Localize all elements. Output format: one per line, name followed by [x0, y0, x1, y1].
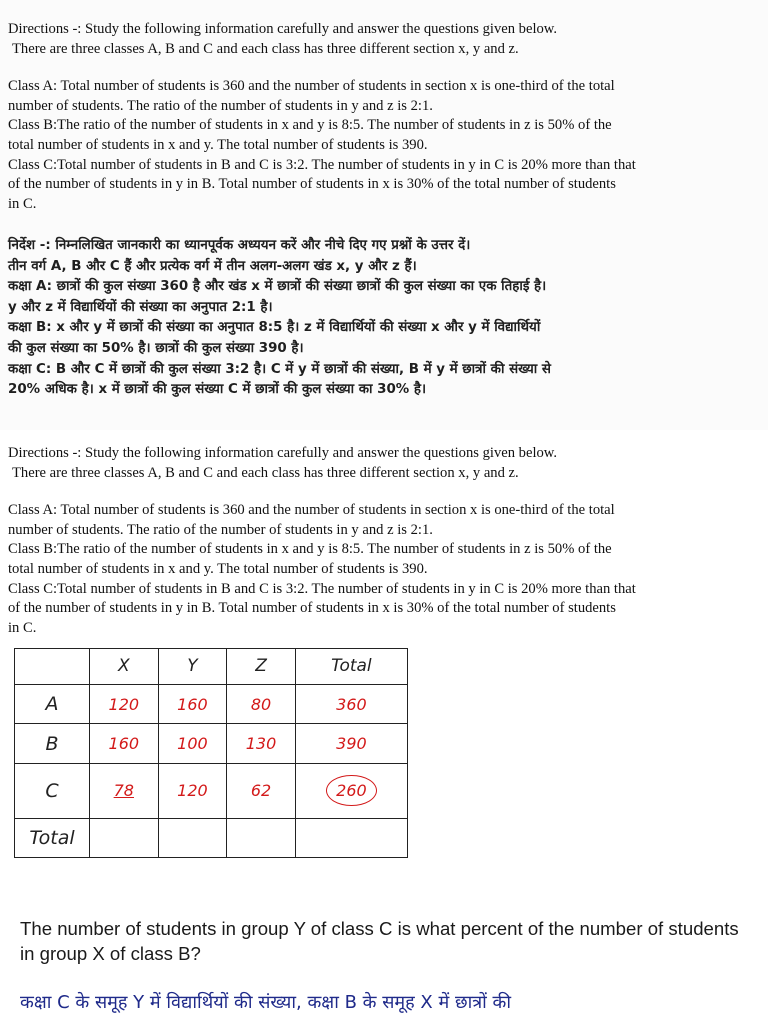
- english-directions-lower: [8, 444, 760, 638]
- table-row: [15, 763, 408, 818]
- hindi-line: कक्षा C: B और C में छात्रों की कुल संख्या 3:2 है। C में y में छात्रों की संख्या, B में y में छात्रों की संख्या से: [8, 361, 551, 377]
- class-a-line: number of students. The ratio of the number of students in y and z is 2:1.: [8, 521, 433, 538]
- hindi-line: तीन वर्ग A, B और C हैं और प्रत्येक वर्ग में तीन अलग-अलग खंड x, y और z हैं।: [8, 258, 417, 274]
- class-b-line: total number of students in x and y. The total number of students is 390.: [8, 560, 428, 577]
- header-x: X: [90, 649, 159, 685]
- question-english: The number of students in group Y of class C is what percent of the number of students in group X of class B?: [20, 918, 739, 964]
- classes-intro: There are three classes A, B and C and each class has three different section x, y and z.: [12, 464, 519, 481]
- table-row: [15, 724, 408, 763]
- table-header-row: [15, 649, 408, 685]
- cell-total: 360: [295, 684, 407, 723]
- row-label: C: [15, 763, 90, 818]
- class-c-line: of the number of students in y in B. Total number of students in x is 30% of the total number of students: [8, 600, 616, 617]
- header-total: Total: [295, 649, 407, 685]
- directions-heading: Directions -: Study the following information carefully and answer the questions given below.: [8, 445, 558, 461]
- cell-y: 100: [158, 724, 227, 763]
- class-b-line: total number of students in x and y. The total number of students is 390.: [8, 136, 428, 153]
- circled-value: 260: [326, 775, 377, 806]
- class-c-line: Class C:Total number of students in B and C is 3:2. The number of students in y in C is 20% more than that: [8, 580, 636, 597]
- hindi-line: y और z में विद्यार्थियों की संख्या का अनुपात 2:1 है।: [8, 299, 273, 315]
- cell-y: 120: [158, 763, 227, 818]
- hindi-line: निर्देश -: निम्नलिखित जानकारी का ध्यानपूर्वक अध्ययन करें और नीचे दिए गए प्रश्नों के उत्तर दें।: [8, 238, 471, 253]
- table-row: [15, 818, 408, 857]
- hindi-line: की कुल संख्या का 50% है। छात्रों की कुल संख्या 390 है।: [8, 340, 304, 356]
- class-c-line: in C.: [8, 195, 37, 212]
- class-b-line: Class B:The ratio of the number of students in x and y is 8:5. The number of students in z is 50% of the: [8, 117, 612, 134]
- class-c-line: Class C:Total number of students in B and C is 3:2. The number of students in y in C is 20% more than that: [8, 156, 636, 173]
- row-label: A: [15, 684, 90, 723]
- cell-y: [158, 818, 227, 857]
- hindi-line: कक्षा A: छात्रों की कुल संख्या 360 है और खंड x में छात्रों की संख्या छात्रों की कुल संख्या का एक तिहाई है।: [8, 279, 547, 295]
- underlined-value: 78: [113, 781, 134, 801]
- cell-total: [295, 818, 407, 857]
- cell-total: 390: [295, 724, 407, 763]
- row-label: Total: [15, 818, 90, 857]
- class-a-line: number of students. The ratio of the number of students in y and z is 2:1.: [8, 97, 433, 114]
- row-label: B: [15, 724, 90, 763]
- cell-z: 130: [227, 724, 296, 763]
- class-a-line: Class A: Total number of students is 360 and the number of students in section x is one-third of the total: [8, 502, 615, 519]
- cell-y: 160: [158, 684, 227, 723]
- hindi-line: कक्षा B: x और y में छात्रों की संख्या का अनुपात 8:5 है। z में विद्यार्थियों की संख्या x और y में विद्यार्थियों: [8, 320, 541, 336]
- english-directions-top: [8, 20, 760, 214]
- classes-intro: There are three classes A, B and C and each class has three different section x, y and z.: [12, 40, 519, 57]
- header-y: Y: [158, 649, 227, 685]
- question-hindi: कक्षा C के समूह Y में विद्यार्थियों की संख्या, कक्षा B के समूह X में छात्रों की: [20, 992, 512, 1013]
- class-c-line: in C.: [8, 619, 37, 636]
- table-row: [15, 684, 408, 723]
- directions-heading: Directions -: Study the following information carefully and answer the questions given below.: [8, 21, 558, 37]
- hindi-directions: [8, 236, 760, 401]
- cell-z: [227, 818, 296, 857]
- class-b-line: Class B:The ratio of the number of students in x and y is 8:5. The number of students in z is 50% of the: [8, 541, 612, 558]
- cell-z: 62: [227, 763, 296, 818]
- cell-x: 160: [90, 724, 159, 763]
- class-a-line: Class A: Total number of students is 360 and the number of students in section x is one-third of the total: [8, 78, 615, 95]
- header-z: Z: [227, 649, 296, 685]
- hindi-line: 20% अधिक है। x में छात्रों की कुल संख्या C में छात्रों की कुल संख्या का 30% है।: [8, 382, 427, 398]
- solution-table: [14, 648, 408, 858]
- cell-total: [295, 763, 407, 818]
- class-c-line: of the number of students in y in B. Total number of students in x is 30% of the total number of students: [8, 176, 616, 193]
- corner-cell: [15, 649, 90, 685]
- cell-x: [90, 763, 159, 818]
- cell-x: 120: [90, 684, 159, 723]
- cell-z: 80: [227, 684, 296, 723]
- cell-x: [90, 818, 159, 857]
